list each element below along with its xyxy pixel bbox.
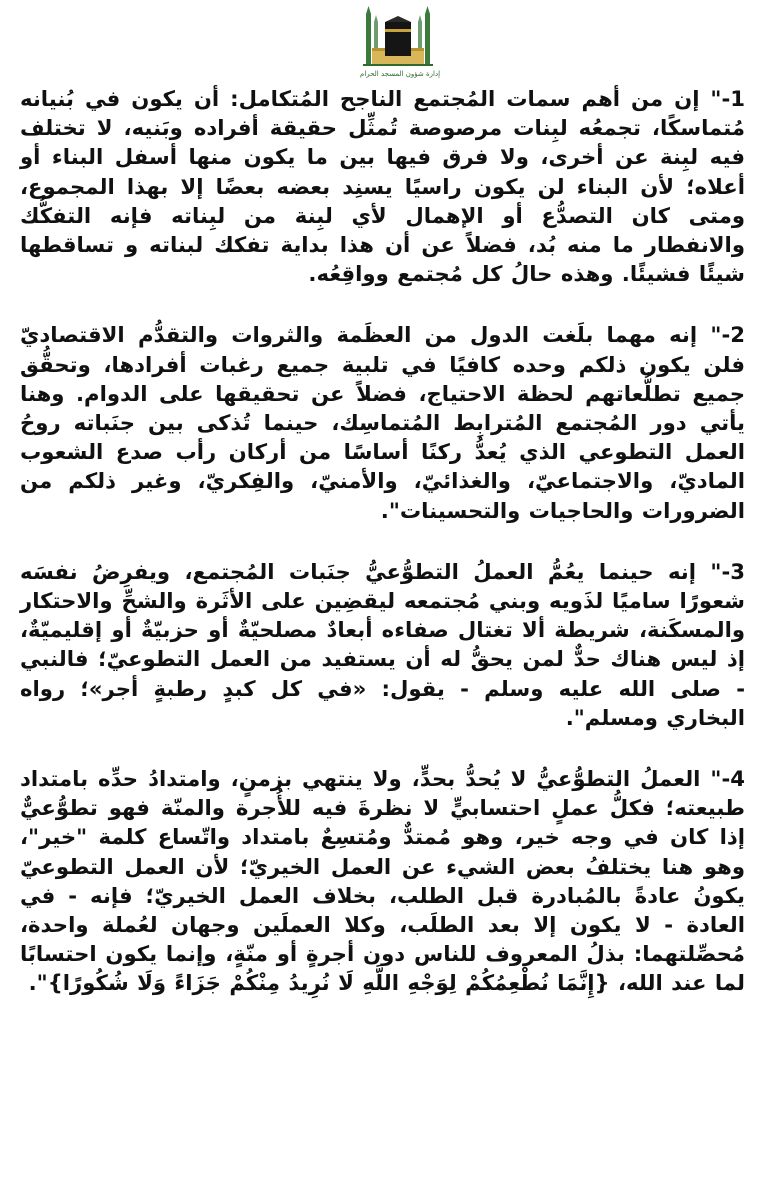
paragraph-1: 1-" إن من أهم سمات المُجتمع الناجح المُتكامل: أن يكون في بُنيانه مُتماسكًا، تجمعُه لبِنات مرصوصة تُمثِّل حقيقة أفراده وبَنيه، لا تختلف فيه لبِنة عن أخرى، ولا فرق فيها بين ما يكون منها أسفل البناء أو أعلاه؛ لأن البناء لن يكون راسيًا يسنِد بعضه بعضًا إلا بهذا المجموع، ومتى كان التصدُّع أو الإهمال لأي لبِنة من لبِناته فإنه التفكُّك والانفطار ما منه بُد، فضلاً عن أن هذا بداية تفكك لبناته و تساقطها شيئًا فشيئًا. وهذه حالُ كل مُجتمع وواقِعُه. <box>20 86 745 287</box>
paragraph-2: 2-" إنه مهما بلَغت الدول من العظَمة والثروات والتقدُّم الاقتصاديّ فلن يكون ذلكم وحده كافيًا في تلبية جميع رغبات أفرادها، وتحقُّق جميع تطلُّعاتهم لحظة الاحتياج، فضلاً عن تحقيقها على الدوام. وهنا يأتي دور المُجتمع المُترابِط المُتماسِك، حينما تُذكى بين جنَباته روحُ العمل التطوعي الذي يُعدُّ ركنًا أساسًا من أركان رأب صدع الشعوب الماديّ، والاجتماعيّ، والغذائيّ، والأمنيّ، والفِكريّ، وغير ذلكم من الضرورات والحاجيات والتحسينات". <box>20 322 745 523</box>
article-body <box>20 84 745 998</box>
logo-caption: إدارة شؤون المسجد الحرام <box>360 70 441 78</box>
header-logo <box>360 4 441 78</box>
paragraph-3: 3-" إنه حينما يعُمُّ العملُ التطوُّعيُّ جنَبات المُجتمع، ويفرِضُ نفسَه شعورًا ساميًا لذَويه وبني مُجتمعه ليقضِين على الأثَرة والشحِّ والاحتكار والمسكَنة، شريطة ألا تغتال صفاءه أبعادٌ مصلحيّةٌ أو حزبيّةٌ أو إقليميّةٌ، إذ ليس هناك حدٌّ لمن يحقُّ له أن يستفيد من العمل التطوعيّ؛ فالنبي - صلى الله عليه وسلم - يقول: «في كل كبدٍ رطبةٍ أجر»؛ رواه البخاري ومسلم". <box>20 558 745 730</box>
kaaba-mosque-emblem-icon <box>360 4 441 78</box>
paragraph-4: 4-" العملُ التطوُّعيُّ لا يُحدُّ بحدٍّ، ولا ينتهي بزمنٍ، وامتدادُ حدِّه بامتداد طبيعته؛ فكلُّ عملٍ احتسابيٍّ لا نظرةَ فيه للأُجرة والمنّة فهو تطوُّعيٌّ إذا كان في وجه خير، وهو مُمتدٌّ ومُتسِعٌ بامتداد واتّساع كلمة "خير"، وهو هنا يختلفُ بعض الشيء عن العمل الخيريّ؛ لأن العمل التطوعيّ يكونُ عادةً بالمُبادرة قبل الطلب، بخلاف العمل الخيريّ؛ فإنه - في العادة - لا يكون إلا بعد الطلَب، وكلا العملَين وجهان لعُملة واحدة، مُحصِّلتهما: بذلُ المعروف للناس دون أجرةٍ أو منّةٍ، وإنما يكون احتسابًا لما عند الله، {إِنَّمَا نُطْعِمُكُمْ لِوَجْهِ اللَّهِ لَا نُرِيدُ مِنْكُمْ جَزَاءً وَلَا شُكُورًا}". <box>20 766 745 996</box>
